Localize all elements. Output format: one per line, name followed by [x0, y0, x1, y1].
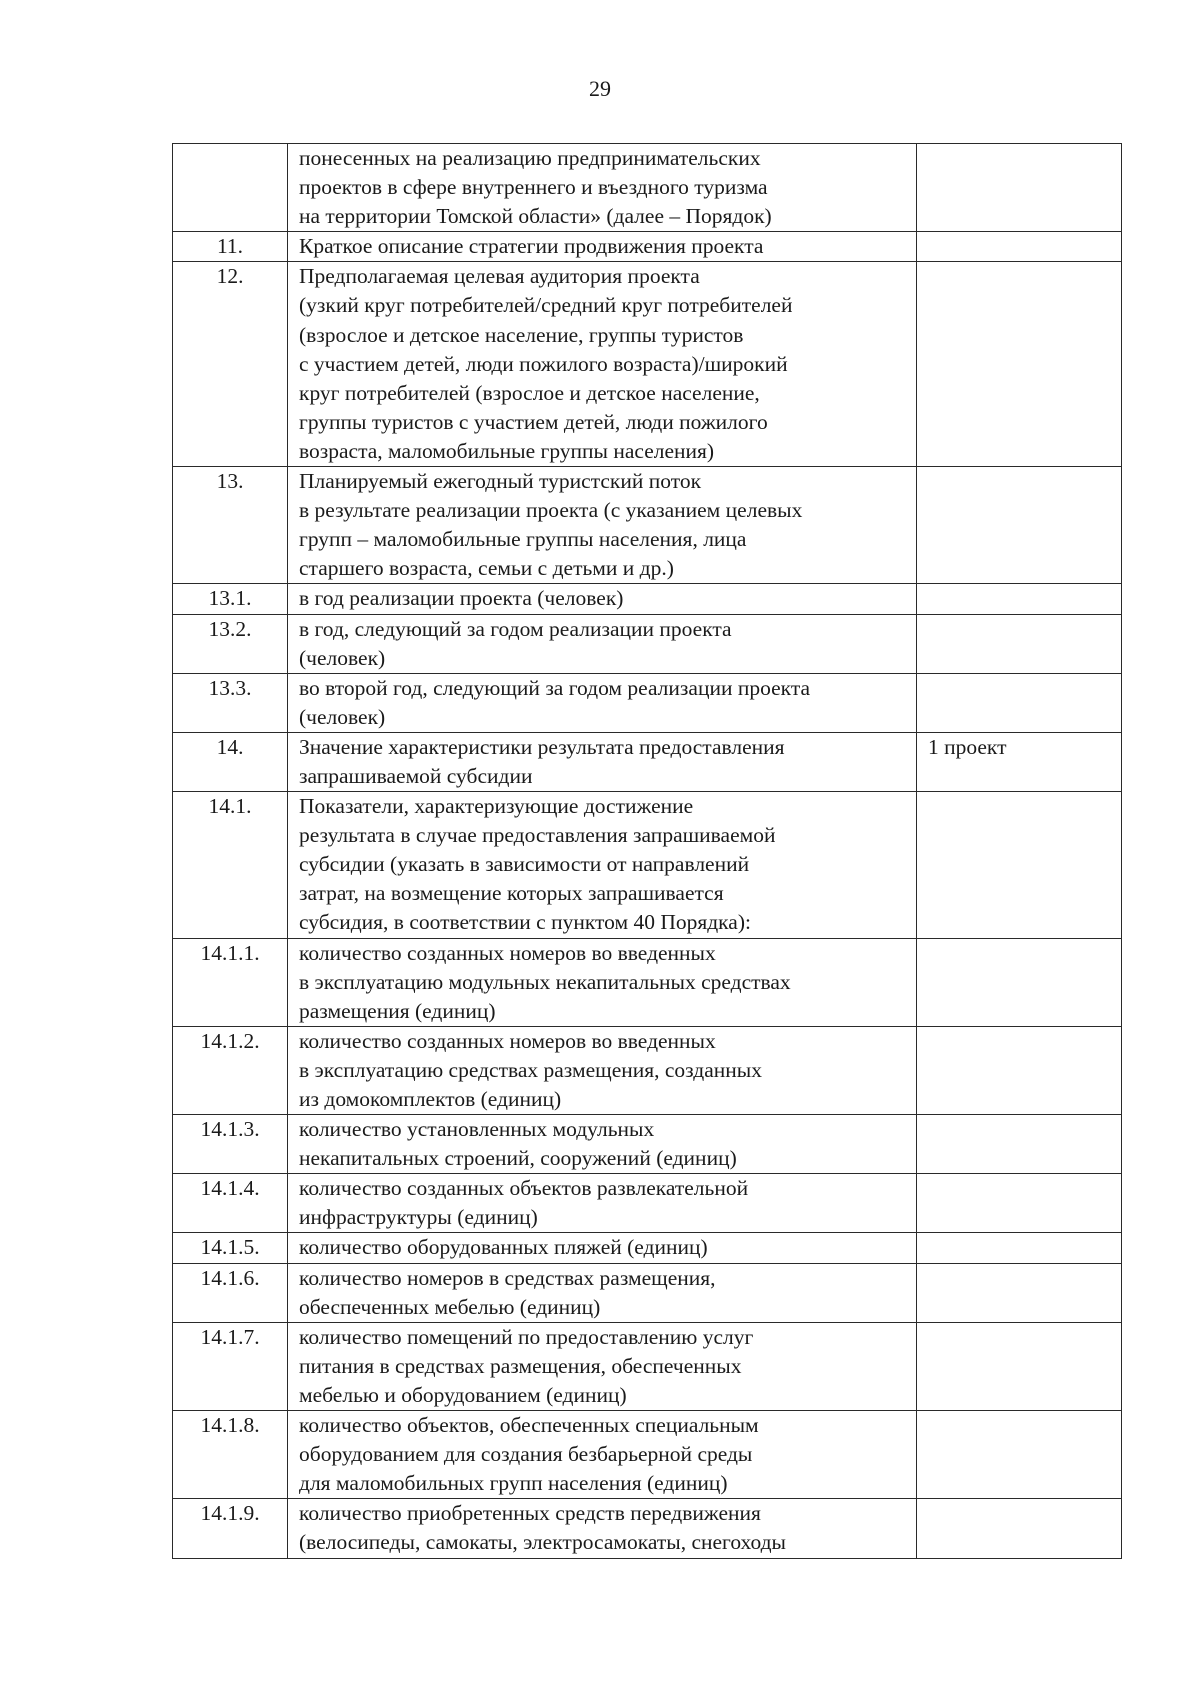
row-description [288, 792, 917, 938]
table-row [173, 1115, 1122, 1174]
row-description [288, 1411, 917, 1499]
description-line: (велосипеды, самокаты, электросамокаты, снегоходы [299, 1530, 786, 1555]
description-line: Показатели, характеризующие достижение [299, 794, 694, 819]
description-line: запрашиваемой субсидии [299, 763, 533, 788]
description-line: (человек) [299, 704, 386, 729]
description-line: количество установленных модульных [299, 1117, 655, 1142]
row-number: 13. [173, 467, 288, 584]
row-number: 14.1. [173, 792, 288, 938]
row-description [288, 467, 917, 584]
description-line: Значение характеристики результата предоставления [299, 734, 785, 759]
row-value [917, 232, 1122, 262]
description-line: оборудованием для создания безбарьерной среды [299, 1442, 753, 1467]
row-number: 14.1.1. [173, 938, 288, 1026]
description-line: количество созданных номеров во введенных [299, 1028, 716, 1053]
table-row [173, 584, 1122, 614]
row-description [288, 262, 917, 467]
row-value [917, 584, 1122, 614]
description-line: некапитальных строений, сооружений (единиц) [299, 1146, 737, 1171]
description-line: размещения (единиц) [299, 998, 496, 1023]
page-number: 29 [589, 76, 611, 101]
description-line: инфраструктуры (единиц) [299, 1205, 538, 1230]
table-row [173, 1322, 1122, 1410]
description-line: в результате реализации проекта (с указанием целевых [299, 498, 803, 523]
row-value [917, 1233, 1122, 1263]
row-description [288, 732, 917, 791]
description-line: количество объектов, обеспеченных специальным [299, 1413, 759, 1438]
row-description [288, 1115, 917, 1174]
row-number: 12. [173, 262, 288, 467]
description-line: на территории Томской области» (далее – Порядок) [299, 204, 772, 229]
description-line: Краткое описание стратегии продвижения проекта [299, 234, 764, 259]
description-line: результата в случае предоставления запрашиваемой [299, 823, 776, 848]
table-row [173, 792, 1122, 938]
description-line: количество созданных номеров во введенных [299, 940, 716, 965]
description-line: субсидии (указать в зависимости от направлений [299, 852, 750, 877]
row-number: 14.1.5. [173, 1233, 288, 1263]
description-line: количество номеров в средствах размещения, [299, 1265, 716, 1290]
description-line: с участием детей, люди пожилого возраста)/широкий [299, 351, 788, 376]
table-row [173, 262, 1122, 467]
row-description [288, 673, 917, 732]
row-number: 14.1.6. [173, 1263, 288, 1322]
row-description [288, 1174, 917, 1233]
row-number: 13.3. [173, 673, 288, 732]
table-row [173, 1499, 1122, 1558]
description-line: питания в средствах размещения, обеспеченных [299, 1353, 742, 1378]
row-value [917, 1411, 1122, 1499]
table-row [173, 232, 1122, 262]
description-line: групп – маломобильные группы населения, лица [299, 527, 747, 552]
row-value [917, 1174, 1122, 1233]
row-value [917, 1322, 1122, 1410]
row-description [288, 1499, 917, 1558]
row-value [917, 614, 1122, 673]
table-row [173, 1026, 1122, 1114]
table-row [173, 732, 1122, 791]
row-number: 14. [173, 732, 288, 791]
description-line: возраста, маломобильные группы населения) [299, 438, 715, 463]
description-line: (взрослое и детское население, группы туристов [299, 322, 744, 347]
description-line: для маломобильных групп населения (единиц) [299, 1471, 728, 1496]
description-line: (человек) [299, 645, 386, 670]
row-value [917, 144, 1122, 232]
row-number: 14.1.4. [173, 1174, 288, 1233]
table-row [173, 938, 1122, 1026]
table-row [173, 1263, 1122, 1322]
description-line: количество помещений по предоставлению услуг [299, 1324, 754, 1349]
description-line: в эксплуатацию средствах размещения, созданных [299, 1057, 762, 1082]
row-value [917, 467, 1122, 584]
table-row [173, 467, 1122, 584]
row-description [288, 144, 917, 232]
table-row [173, 1411, 1122, 1499]
table-row [173, 614, 1122, 673]
row-description [288, 1322, 917, 1410]
description-line: старшего возраста, семьи с детьми и др.) [299, 556, 674, 581]
table-row [173, 1174, 1122, 1233]
row-value [917, 792, 1122, 938]
table-row [173, 673, 1122, 732]
description-line: группы туристов с участием детей, люди пожилого [299, 409, 768, 434]
description-line: субсидия, в соответствии с пунктом 40 Порядка): [299, 910, 751, 935]
row-value [917, 1026, 1122, 1114]
description-line: в эксплуатацию модульных некапитальных средствах [299, 969, 791, 994]
row-number: 14.1.3. [173, 1115, 288, 1174]
row-number: 14.1.9. [173, 1499, 288, 1558]
description-line: количество созданных объектов развлекательной [299, 1176, 749, 1201]
row-description [288, 1233, 917, 1263]
row-number [173, 144, 288, 232]
description-line: затрат, на возмещение которых запрашивается [299, 881, 724, 906]
description-line: мебелью и оборудованием (единиц) [299, 1382, 627, 1407]
row-description [288, 938, 917, 1026]
row-value: 1 проект [917, 732, 1122, 791]
form-table [172, 143, 1122, 1559]
description-line: в год, следующий за годом реализации проекта [299, 616, 732, 641]
row-value [917, 1499, 1122, 1558]
row-number: 11. [173, 232, 288, 262]
row-description [288, 584, 917, 614]
row-number: 14.1.7. [173, 1322, 288, 1410]
description-line: (узкий круг потребителей/средний круг потребителей [299, 293, 793, 318]
description-line: из домокомплектов (единиц) [299, 1087, 562, 1111]
description-line: количество приобретенных средств передвижения [299, 1501, 761, 1526]
row-number: 13.2. [173, 614, 288, 673]
row-number: 14.1.2. [173, 1026, 288, 1114]
row-number: 13.1. [173, 584, 288, 614]
table-body [173, 144, 1122, 1559]
description-line: обеспеченных мебелью (единиц) [299, 1294, 601, 1319]
table-row [173, 1233, 1122, 1263]
row-description [288, 614, 917, 673]
description-line: в год реализации проекта (человек) [299, 586, 624, 611]
row-value [917, 673, 1122, 732]
row-description [288, 1026, 917, 1114]
table-row [173, 144, 1122, 232]
row-value [917, 938, 1122, 1026]
row-number: 14.1.8. [173, 1411, 288, 1499]
description-line: Планируемый ежегодный туристский поток [299, 469, 702, 494]
row-description [288, 1263, 917, 1322]
description-line: количество оборудованных пляжей (единиц) [299, 1235, 708, 1260]
description-line: понесенных на реализацию предпринимательских [299, 146, 761, 170]
description-line: проектов в сфере внутреннего и въездного туризма [299, 175, 768, 200]
row-value [917, 1263, 1122, 1322]
description-line: Предполагаемая целевая аудитория проекта [299, 264, 700, 289]
row-value [917, 262, 1122, 467]
row-value [917, 1115, 1122, 1174]
row-description [288, 232, 917, 262]
description-line: круг потребителей (взрослое и детское население, [299, 380, 760, 405]
description-line: во второй год, следующий за годом реализации проекта [299, 675, 811, 700]
